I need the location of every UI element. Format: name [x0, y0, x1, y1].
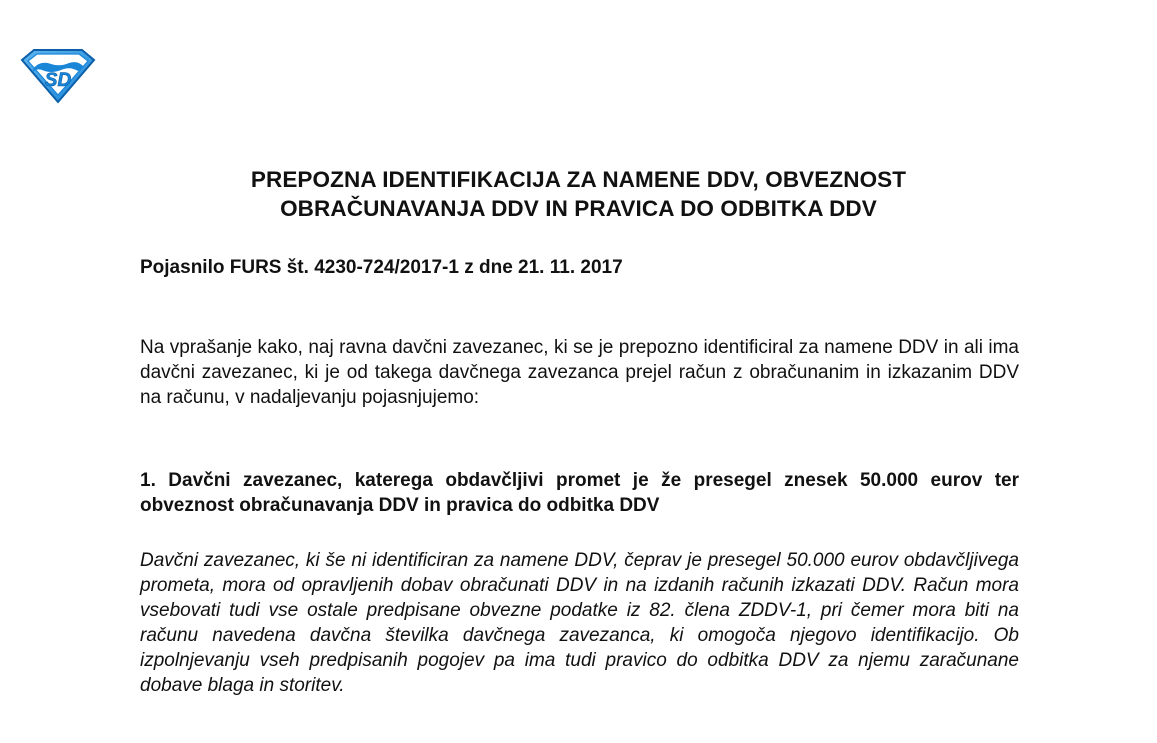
section-body-1: Davčni zavezanec, ki še ni identificiran za namene DDV, čeprav je presegel 50.000 eurov obdavčljivega prometa, mora od opravljenih dobav obračunati DDV in na izdanih računih izkazati DDV. Račun mora vsebovati tudi vse ostale predpisane obvezne podatke iz 82. člena ZDDV-1, pri čemer mora biti na računu navedena davčna številka davčnega zavezanca, ki omogoča njegovo identifikacijo. Ob izpolnjevanju vseh predpisanih pogojev pa ima tudi pravico do odbitka DDV za njemu zaračunane dobave blaga in storitev. — [140, 550, 1019, 696]
intro-paragraph: Na vprašanje kako, naj ravna davčni zavezanec, ki se je prepozno identificiral za namene DDV in ali ima davčni zavezanec, ki je od takega davčnega zavezanca prejel račun z obračunanim in izkazanim DDV na računu, v nadaljevanju pojasnjujemo: — [140, 337, 1019, 408]
title-line-1: PREPOZNA IDENTIFIKACIJA ZA NAMENE DDV, OBVEZNOST — [250, 167, 907, 192]
section-heading-1: 1. Davčni zavezanec, katerega obdavčljivi promet je že presegel znesek 50.000 eurov ter obveznost obračunavanja DDV in pravica do odbitka DDV — [140, 470, 1019, 516]
title-line-2: OBRAČUNAVANJA DDV IN PRAVICA DO ODBITKA DDV — [280, 196, 877, 221]
logo-text: SD — [44, 70, 72, 91]
document-title — [0, 165, 1157, 223]
document-subtitle: Pojasnilo FURS št. 4230-724/2017-1 z dne 21. 11. 2017 — [140, 257, 623, 278]
company-logo — [20, 48, 96, 104]
